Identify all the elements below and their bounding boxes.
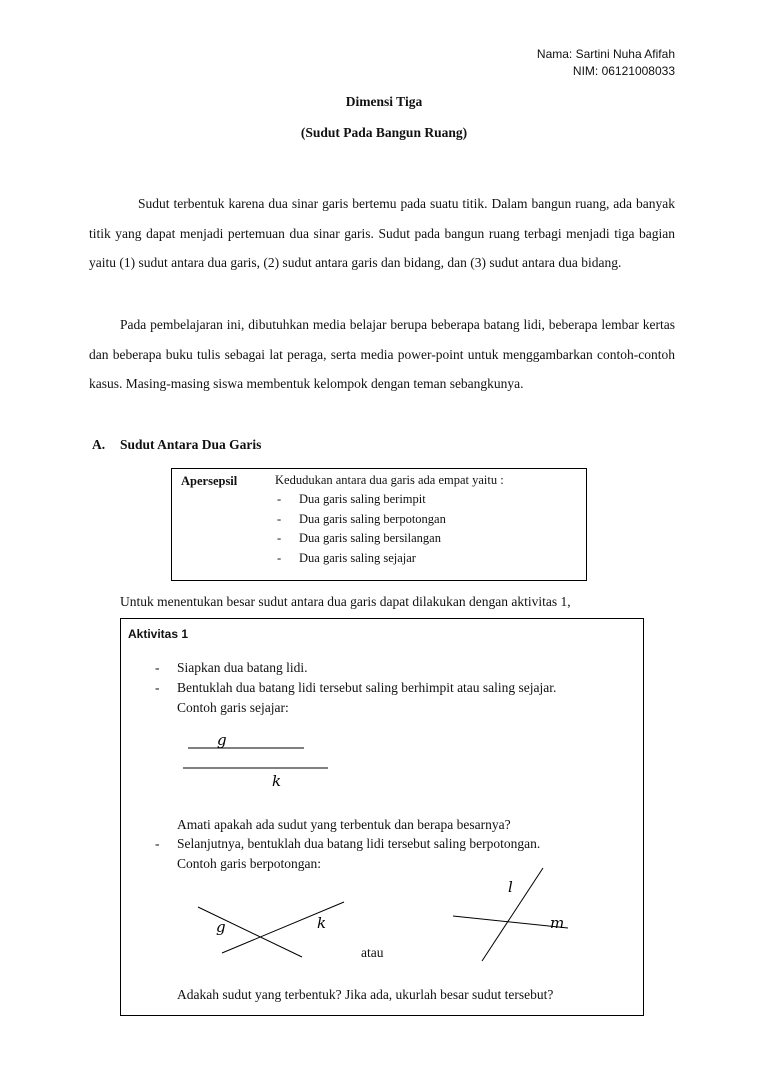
apersepsi-intro: Kedudukan antara dua garis ada empat yaitu : <box>275 473 504 487</box>
label-k: k <box>317 914 327 932</box>
example-parallel-caption: Contoh garis sejajar: <box>177 700 289 715</box>
list-item: - Dua garis saling sejajar <box>277 550 416 565</box>
intersecting-lines-figure <box>190 865 580 965</box>
label-g: g <box>216 918 226 936</box>
line-g-cross <box>198 907 302 957</box>
page-title: Dimensi Tiga <box>345 94 423 109</box>
section-title: Sudut Antara Dua Garis <box>120 437 262 452</box>
question-1: Amati apakah ada sudut yang terbentuk dan berapa besarnya? <box>177 817 511 832</box>
step-dash: - <box>155 680 160 695</box>
step-2: Bentuklah dua batang lidi tersebut saling berhimpit atau saling sejajar. <box>177 680 557 695</box>
list-item: - Dua garis saling bersilangan <box>277 531 441 545</box>
section-a-heading <box>92 437 261 453</box>
label-m: m <box>550 914 565 932</box>
activity-intro: Untuk menentukan besar sudut antara dua garis dapat dilakukan dengan aktivitas 1, <box>120 594 571 609</box>
step-dash: - <box>155 660 160 675</box>
paragraph-media: Pada pembelajaran ini, dibutuhkan media belajar berupa beberapa batang lidi, beberapa lembar kertas dan beberapa buku tulis sebagai lat peraga, serta media power-point untuk menggambarkan contoh-contoh kasus. Masing-masing siswa membentuk kelompok dengan teman sebangkunya. <box>89 317 675 391</box>
example-intersect-caption: Contoh garis berpotongan: <box>177 856 321 871</box>
list-item: - Dua garis saling berimpit <box>277 492 426 506</box>
section-number: A. <box>92 437 106 452</box>
apersepsi-label: Apersepsil <box>181 474 238 488</box>
activity-title: Aktivitas 1 <box>128 627 189 641</box>
page-subtitle: (Sudut Pada Bangun Ruang) <box>300 125 468 140</box>
list-item: - Dua garis saling berpotongan <box>277 511 446 526</box>
paragraph-intro: Sudut terbentuk karena dua sinar garis bertemu pada suatu titik. Dalam bangun ruang, ada banyak titik yang dapat menjadi pertemuan dua sinar garis. Sudut pada bangun ruang terbagi menjadi tiga bagian yaitu (1) sudut antara dua garis, (2) sudut antara garis dan bidang, dan (3) sudut antara dua bidang. <box>89 196 675 270</box>
student-info <box>420 46 675 80</box>
step-1: Siapkan dua batang lidi. <box>177 660 308 675</box>
step-dash: - <box>155 836 160 851</box>
step-3: Selanjutnya, bentuklah dua batang lidi tersebut saling berpotongan. <box>177 836 541 851</box>
label-k: k <box>272 772 282 790</box>
label-l: l <box>508 878 513 896</box>
parallel-lines-figure <box>170 728 340 792</box>
apersepsi-list <box>277 490 446 568</box>
student-name: Nama: Sartini Nuha Afifah <box>536 47 675 61</box>
question-2: Adakah sudut yang terbentuk? Jika ada, ukurlah besar sudut tersebut? <box>177 987 554 1002</box>
atau-label: atau <box>361 945 384 960</box>
label-g: g <box>217 731 227 749</box>
student-nim: NIM: 06121008033 <box>572 64 675 78</box>
